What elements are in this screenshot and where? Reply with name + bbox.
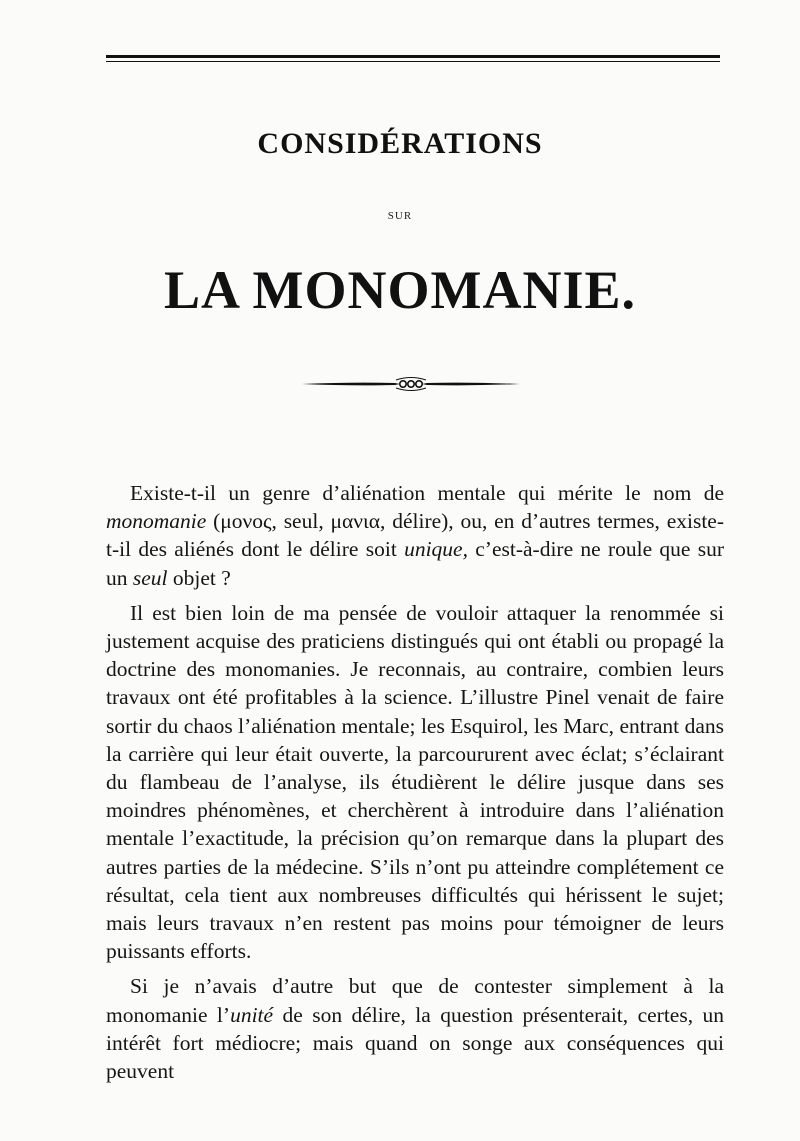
- body-text: [106, 479, 724, 1092]
- text-run: c’est-à-dire ne roule que sur un: [106, 537, 724, 590]
- italic-term: unique,: [404, 537, 468, 562]
- italic-term: seul: [132, 565, 168, 590]
- ornamental-divider-icon: [300, 376, 522, 392]
- text-run: de son délire, la question présenterait, certes, un intérêt fort médiocre; mais quand on songe aux conséquences qui peuvent: [106, 1002, 724, 1084]
- paragraph: [106, 972, 724, 1085]
- text-run: Si je n’avais d’autre but que de contester simplement à la monomanie l’: [106, 974, 724, 1027]
- text-run: (μονος, seul, μανια, délire), ou, en d’autres termes, existe-t-il des aliénés dont le délire soit: [106, 509, 724, 562]
- text-run: Il est bien loin de ma pensée de vouloir attaquer la renommée si justement acquise des praticiens distingués qui ont établi ou propagé la doctrine des monomanies. Je reconnais, au contraire, combien leurs travaux ont été profitables à la science. L’illustre Pinel venait de faire sortir du chaos l’aliénation mentale; les Esquirol, les Marc, entrant dans la carrière qui leur était ouverte, la parcoururent avec éclat; s’éclairant du flambeau de l’analyse, ils étudièrent le délire jusque dans ses moindres phénomènes, et cherchèrent à introduire dans l’aliénation mentale l’exactitude, la précision qu’on remarque dans la plupart des autres parties de la médecine. S’ils n’ont pu atteindre complétement ce résultat, cela tient aux nombreuses difficultés qui hérissent le sujet; mais leurs travaux n’en restent pas moins pour témoigner de leurs puissants efforts.: [106, 600, 724, 964]
- title-sur: SUR: [387, 210, 413, 222]
- paragraph: [106, 479, 724, 592]
- text-run: Existe-t-il un genre d’aliénation mentale qui mérite le nom de: [130, 481, 724, 505]
- italic-term: monomanie: [106, 509, 207, 534]
- text-run: objet ?: [167, 565, 231, 590]
- italic-term: unité: [230, 1002, 274, 1027]
- paragraph: [106, 599, 724, 966]
- title-la-monomanie: LA MONOMANIE.: [164, 260, 636, 320]
- top-double-rule: [106, 55, 720, 62]
- title-considerations: CONSIDÉRATIONS: [257, 127, 543, 160]
